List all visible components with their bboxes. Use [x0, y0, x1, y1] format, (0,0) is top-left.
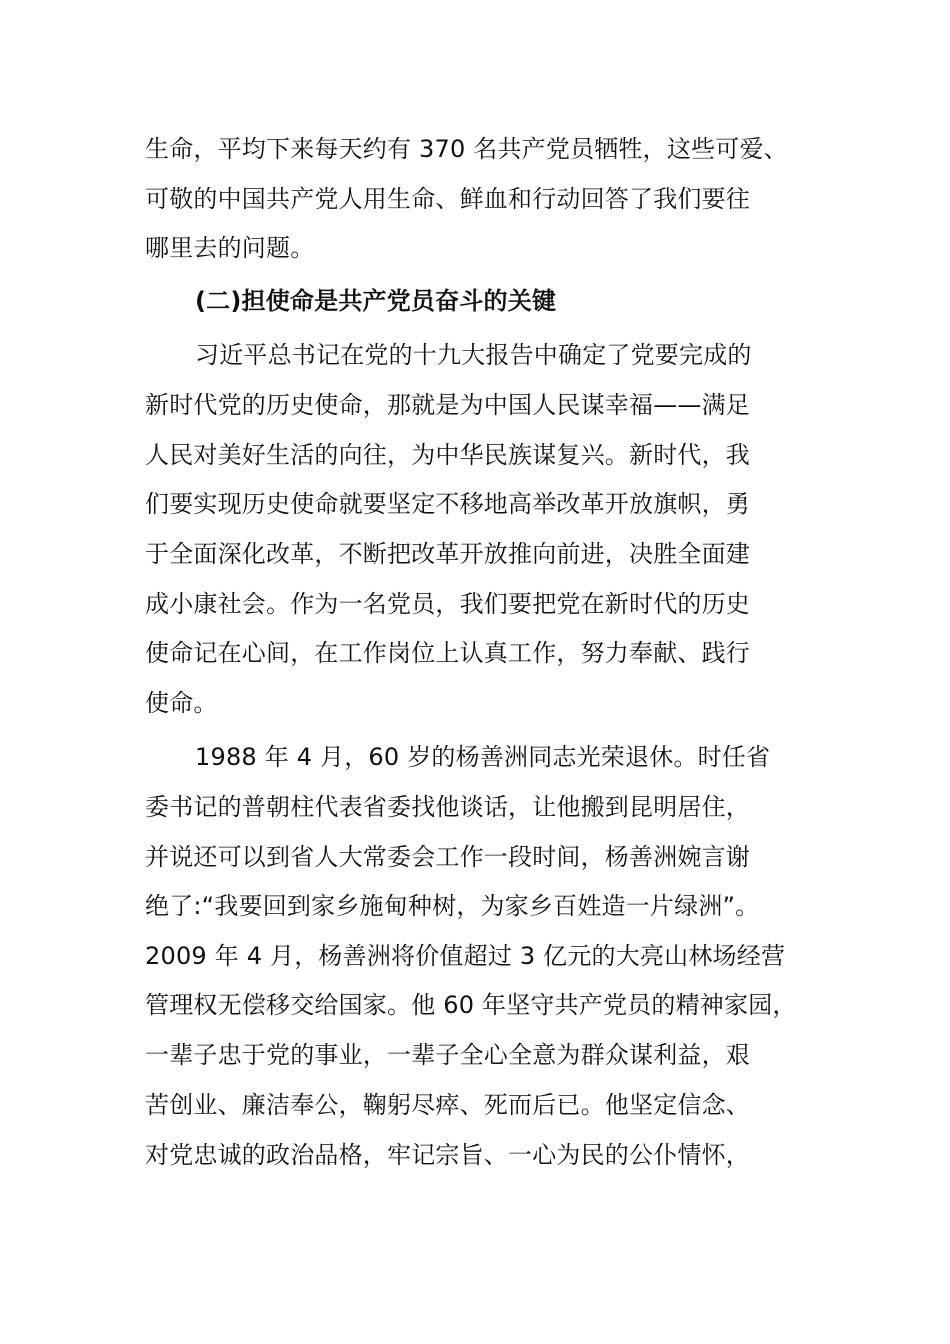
- text-line: 绝了:“我要回到家乡施甸种树，为家乡百姓造一片绿洲”。: [145, 892, 760, 920]
- text-line: 1988 年 4 月，60 岁的杨善洲同志光荣退休。时任省: [195, 743, 771, 771]
- text-line: 使命记在心间，在工作岗位上认真工作，努力奉献、践行: [145, 639, 750, 667]
- text-line: 哪里去的问题。: [145, 234, 315, 262]
- text-line: 于全面深化改革，不断把改革开放推向前进，决胜全面建: [145, 540, 750, 568]
- text-line: 新时代党的历史使命，那就是为中国人民谋幸福——满足: [145, 391, 750, 419]
- text-line: 2009 年 4 月，杨善洲将价值超过 3 亿元的大亮山林场经营: [145, 942, 786, 970]
- text-line: 可敬的中国共产党人用生命、鲜血和行动回答了我们要往: [145, 185, 750, 213]
- section-heading: (二)担使命是共产党员奋斗的关键: [195, 287, 557, 315]
- text-line: 习近平总书记在党的十九大报告中确定了党要完成的: [195, 341, 752, 369]
- text-line: 一辈子忠于党的事业，一辈子全心全意为群众谋利益，艰: [145, 1041, 750, 1069]
- text-line: 使命。: [145, 689, 218, 717]
- text-line: 并说还可以到省人大常委会工作一段时间，杨善洲婉言谢: [145, 843, 750, 871]
- text-line: 人民对美好生活的向往，为中华民族谋复兴。新时代，我: [145, 441, 750, 469]
- text-line: 苦创业、廉洁奉公，鞠躬尽瘁、死而后已。他坚定信念、: [145, 1091, 750, 1119]
- text-line: 成小康社会。作为一名党员，我们要把党在新时代的历史: [145, 590, 750, 618]
- text-line: 委书记的普朝柱代表省委找他谈话，让他搬到昆明居住，: [145, 793, 750, 821]
- text-line: 们要实现历史使命就要坚定不移地高举改革开放旗帜，勇: [145, 490, 750, 518]
- text-line: 对党忠诚的政治品格，牢记宗旨、一心为民的公仆情怀，: [145, 1141, 750, 1169]
- text-line: 管理权无偿移交给国家。他 60 年坚守共产党员的精神家园，: [145, 991, 797, 1019]
- text-line: 生命，平均下来每天约有 370 名共产党员牺牲，这些可爱、: [145, 135, 788, 163]
